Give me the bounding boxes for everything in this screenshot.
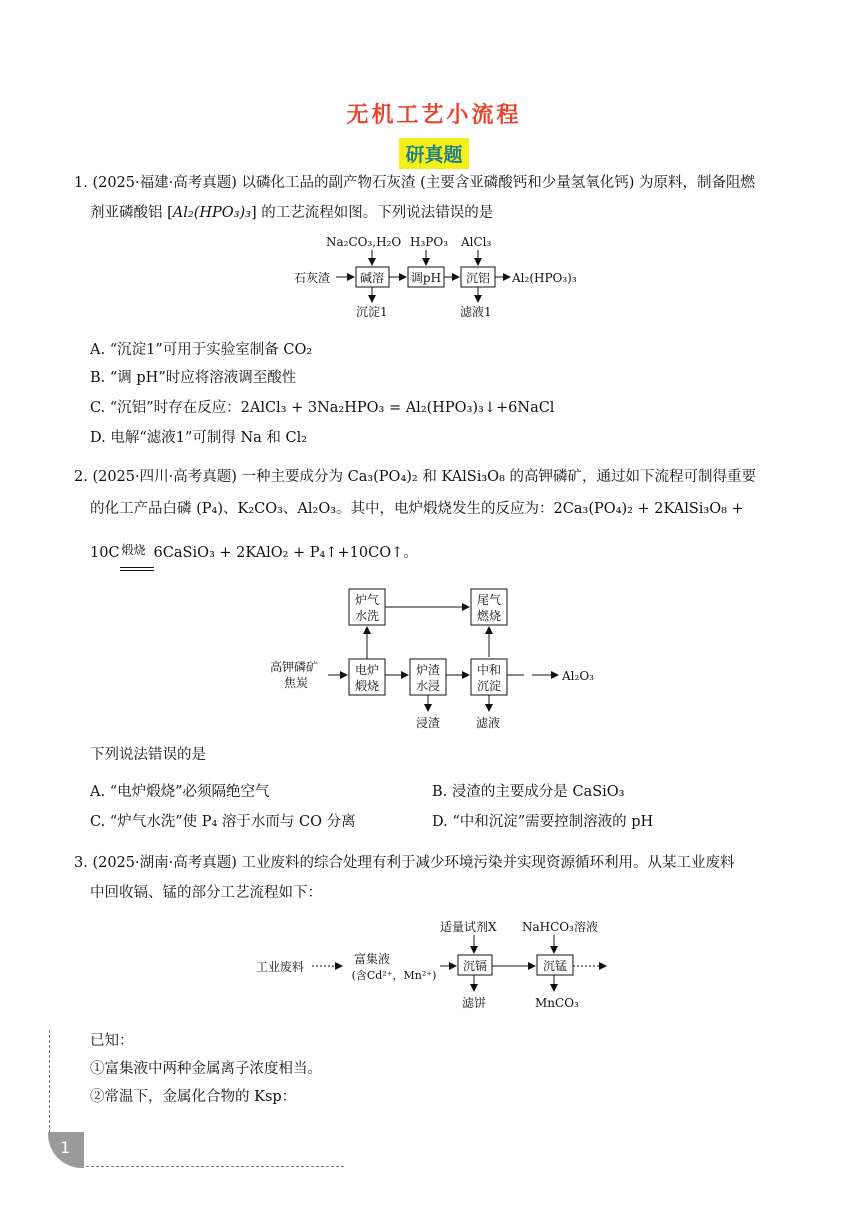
q1-option-d[interactable]: D. 电解“滤液1”可制得 Na 和 Cl₂ xyxy=(90,430,308,446)
q2-box-gas-wash-line2: 水洗 xyxy=(354,609,380,623)
q2-box-tail-line1: 尾气 xyxy=(476,593,502,607)
q3-start-material: 工业废料 xyxy=(256,960,305,974)
q2-option-c[interactable]: C. “炉气水洗”使 P₄ 溶于水而与 CO 分离 xyxy=(90,814,356,830)
q2-box-neutral-line1: 中和 xyxy=(476,663,502,677)
q1-option-c[interactable]: C. “沉铝”时存在反应：2AlCl₃ + 3Na₂HPO₃ = Al₂(HPO₃)₃↓+6NaCl xyxy=(90,400,555,416)
q3-box1-label: 沉镉 xyxy=(462,959,488,973)
q2-box-neutral-line2: 沉淀 xyxy=(476,679,502,693)
q3-mid-line1: 富集液 xyxy=(353,952,391,966)
section-heading: 研真题 xyxy=(399,138,468,169)
q2-stem-line1: 2. (2025·四川·高考真题) 一种主要成分为 Ca₃(PO₄)₂ 和 KAlSi₃O₈ 的高钾磷矿，通过如下流程可制得重要 xyxy=(74,469,756,485)
q3-known-label: 已知： xyxy=(90,1033,134,1049)
q3-flow-diagram xyxy=(254,915,624,1023)
q3-input-1: 适量试剂X xyxy=(440,920,497,934)
q2-box-gas-wash-line1: 炉气 xyxy=(354,593,380,607)
q2-stem-line3 xyxy=(90,538,418,568)
q2-question: 下列说法错误的是 xyxy=(90,747,206,763)
q2-flow-diagram xyxy=(268,585,628,735)
q2-eq-coef: 10C xyxy=(90,545,120,561)
q1-output-2: 滤液1 xyxy=(460,305,492,319)
q1-box1-label: 碱溶 xyxy=(359,271,385,285)
q2-box-furnace-line2: 煅烧 xyxy=(354,679,380,693)
page-title: 无机工艺小流程 xyxy=(346,103,522,128)
q1-input-2: H₃PO₃ xyxy=(410,235,448,249)
q3-stem-line2: 中回收镉、锰的部分工艺流程如下： xyxy=(90,885,322,901)
q1-product: Al₂(HPO₃)₃ xyxy=(512,271,577,285)
q1-option-a[interactable]: A. “沉淀1”可用于实验室制备 CO₂ xyxy=(90,342,313,358)
q1-input-3: AlCl₃ xyxy=(461,235,492,249)
q2-eq-condition: 煅烧 xyxy=(121,543,146,557)
q3-output-2: MnCO₃ xyxy=(535,996,579,1010)
q3-note-1: ①富集液中两种金属离子浓度相当。 xyxy=(90,1061,322,1077)
q2-stem-line2: 的化工产品白磷 (P₄)、K₂CO₃、Al₂O₃。其中，电炉煅烧发生的反应为：2Ca₃(PO₄)₂ + 2KAlSi₃O₈ + xyxy=(90,501,744,517)
page-margin-dashed-line xyxy=(49,1030,50,1138)
q2-option-d[interactable]: D. “中和沉淀”需要控制溶液的 pH xyxy=(432,814,654,830)
q1-option-b[interactable]: B. “调 pH”时应将溶液调至酸性 xyxy=(90,370,297,386)
q1-box3-label: 沉铝 xyxy=(465,271,491,285)
q2-box-tail-line2: 燃烧 xyxy=(476,609,502,623)
q1-stem-line1: 1. (2025·福建·高考真题) 以磷化工品的副产物石灰渣 (主要含亚磷酸钙和少量氢氧化钙) 为原料，制备阻燃 xyxy=(74,175,756,191)
q1-output-1: 沉淀1 xyxy=(356,305,388,319)
q3-input-2: NaHCO₃溶液 xyxy=(522,920,598,934)
q2-box-furnace-line1: 电炉 xyxy=(354,663,380,677)
page-footer-dashed-line xyxy=(86,1166,344,1167)
page-number: 1 xyxy=(60,1138,71,1157)
q2-eq-products: 6CaSiO₃ + 2KAlO₂ + P₄↑+10CO↑。 xyxy=(153,545,418,561)
q1-start-material: 石灰渣 xyxy=(294,271,331,285)
q3-note-2: ②常温下，金属化合物的 Ksp： xyxy=(90,1089,297,1105)
section-heading-wrap xyxy=(0,138,868,169)
q2-product: Al₂O₃ xyxy=(562,669,594,683)
q2-box-slag-line2: 水浸 xyxy=(415,679,441,693)
q1-input-1: Na₂CO₃,H₂O xyxy=(326,235,402,249)
q3-mid-line2: (含Cd²⁺，Mn²⁺) xyxy=(351,969,437,982)
q2-output-1: 浸渣 xyxy=(416,716,441,730)
q1-stem-line2-b: ] 的工艺流程如图。下列说法错误的是 xyxy=(250,205,494,221)
q2-option-a[interactable]: A. “电炉煅烧”必须隔绝空气 xyxy=(90,784,270,800)
q3-output-1: 滤饼 xyxy=(462,996,487,1010)
q1-box2-label: 调pH xyxy=(410,271,442,285)
q2-feed-1: 高钾磷矿 xyxy=(270,660,319,674)
q1-flow-diagram xyxy=(280,228,600,324)
q2-output-2: 滤液 xyxy=(476,716,501,730)
q1-formula: Al₂(HPO₃)₃ xyxy=(172,205,251,221)
q2-feed-2: 焦炭 xyxy=(284,676,309,690)
q3-stem-line1: 3. (2025·湖南·高考真题) 工业废料的综合处理有利于减少环境污染并实现资源循环利用。从某工业废料 xyxy=(74,855,735,871)
q2-box-slag-line1: 炉渣 xyxy=(415,663,441,677)
q3-box2-label: 沉锰 xyxy=(542,959,568,973)
q1-stem-line2 xyxy=(90,198,493,228)
q1-stem-line2-a: 剂亚磷酸铝 [ xyxy=(90,205,173,221)
q2-option-b[interactable]: B. 浸渣的主要成分是 CaSiO₃ xyxy=(432,784,625,800)
